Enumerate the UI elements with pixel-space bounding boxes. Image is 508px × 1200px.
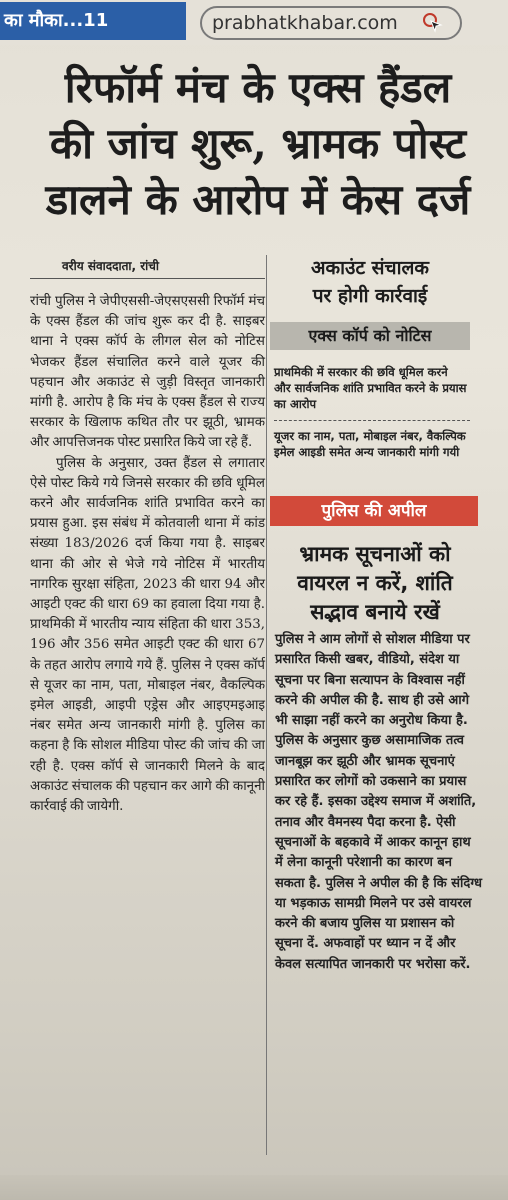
sidebar-title [270, 254, 470, 310]
sidebar-title-line-2: पर होगी कार्रवाई [312, 285, 428, 307]
sidebar-item-1: प्राथमिकी में सरकार की छवि धूमिल करने और सार्वजनिक शांति प्रभावित करने के प्रयास का आरोप [274, 365, 467, 411]
masthead-strip [0, 0, 508, 45]
byline-rule [30, 278, 265, 279]
sidebar-item-2: यूजर का नाम, पता, मोबाइल नंबर, वैकल्पिक इमेल आइडी समेत अन्य जानकारी मांगी गयी [274, 429, 466, 459]
column-divider [266, 255, 267, 1155]
appeal-paragraph: पुलिस ने आम लोगों से सोशल मीडिया पर प्रसारित किसी खबर, वीडियो, संदेश या सूचना पर बिना सत्यापन के विश्वास नहीं करने की अपील की है. साथ ही उसे आगे भी साझा नहीं करने का अनुरोध किया है. पुलिस के अनुसार कुछ असामाजिक तत्व जानबूझ कर झूठी और भ्रामक सूचनाएं प्रसारित कर लोगों को उकसाने का प्रयास कर रहे हैं. इसका उद्देश्य समाज में अशांति, तनाव और वैमनस्य पैदा करना है. ऐसी सूचनाओं के बहकावे में आकर कानून हाथ में लेना कानूनी परेशानी का कारण बन सकता है. पुलिस ने अपील की है कि संदिग्ध या भड़काऊ सामग्री मिलने पर उसे वायरल करने की बजाय पुलिस या प्रशासन को सूचना दें. अफवाहों पर ध्यान न दें और केवल सत्यापित जानकारी पर भरोसा करें. [275, 632, 482, 972]
byline: वरीय संवाददाता, रांची [62, 259, 159, 273]
article-body [30, 292, 265, 817]
site-url: prabhatkhabar.com [200, 6, 462, 40]
headline [18, 60, 498, 228]
appeal-headline-line-3: सद्भाव बनाये रखें [310, 600, 440, 624]
headline-line-3: डालने के आरोप में केस दर्ज [45, 175, 471, 224]
article-paragraph-1: रांची पुलिस ने जेपीएससी-जेएसएससी रिफॉर्म मंच के एक्स हैंडल की जांच शुरू कर दी है. साइबर थाना ने एक्स कॉर्प के लीगल सेल को नोटिस भेजकर हैंडल संचालित करने वाले यूजर की पहचान और अकाउंट से जुड़ी विस्तृत जानकारी मांगी है. आरोप है कि मंच के एक्स हैंडल से राज्य सरकार के खिलाफ कथित तौर पर झूठी, भ्रामक और आपत्तिजनक पोस्ट प्रसारित किये जा रहे हैं. [30, 294, 265, 451]
appeal-body [275, 630, 482, 975]
sidebar-divider [274, 420, 470, 421]
notice-band: एक्स कॉर्प को नोटिस [270, 322, 470, 350]
headline-line-1: रिफॉर्म मंच के एक्स हैंडल [64, 63, 452, 112]
section-kicker: का मौका...11 [0, 2, 186, 40]
cursor-icon [422, 12, 444, 34]
appeal-headline [272, 540, 478, 627]
article-paragraph-2: पुलिस के अनुसार, उक्त हैंडल से लगातार ऐसे पोस्ट किये गये जिनसे सरकार की छवि धूमिल करने और सार्वजनिक शांति प्रभावित करने का प्रयास हुआ. इस संबंध में कोतवाली थाना में कांड संख्या 183/2026 दर्ज किया गया है. साइबर थाना की ओर से भेजे गये नोटिस में भारतीय नागरिक सुरक्षा संहिता, 2023 की धारा 94 और आइटी एक्ट की धारा 69 का हवाला दिया गया है. प्राथमिकी में भारतीय न्याय संहिता की धारा 353, 196 और 356 समेत आइटी एक्ट की धारा 67 के तहत आरोप लगाये गये हैं. पुलिस ने एक्स कॉर्प से यूजर का नाम, पता, मोबाइल नंबर, वैकल्पिक इमेल आइडी, आइपी एड्रेस और आइएमइआइ नंबर समेत अन्य जानकारी मांगी है. पुलिस का कहना है कि सोशल मीडिया पोस्ट की जांच की जा रही है. एक्स कॉर्प से जानकारी मिलने के बाद अकाउंट संचालक की पहचान कर आगे की कानूनी कार्रवाई की जायेगी. [30, 455, 265, 815]
headline-line-2: की जांच शुरू, भ्रामक पोस्ट [49, 119, 467, 168]
sidebar-title-line-1: अकाउंट संचालक [311, 257, 429, 279]
page-bottom-edge [0, 1175, 508, 1200]
appeal-headline-line-2: वायरल न करें, शांति [297, 571, 453, 595]
appeal-headline-line-1: भ्रामक सूचनाओं को [299, 542, 451, 566]
police-appeal-band: पुलिस की अपील [270, 496, 478, 526]
